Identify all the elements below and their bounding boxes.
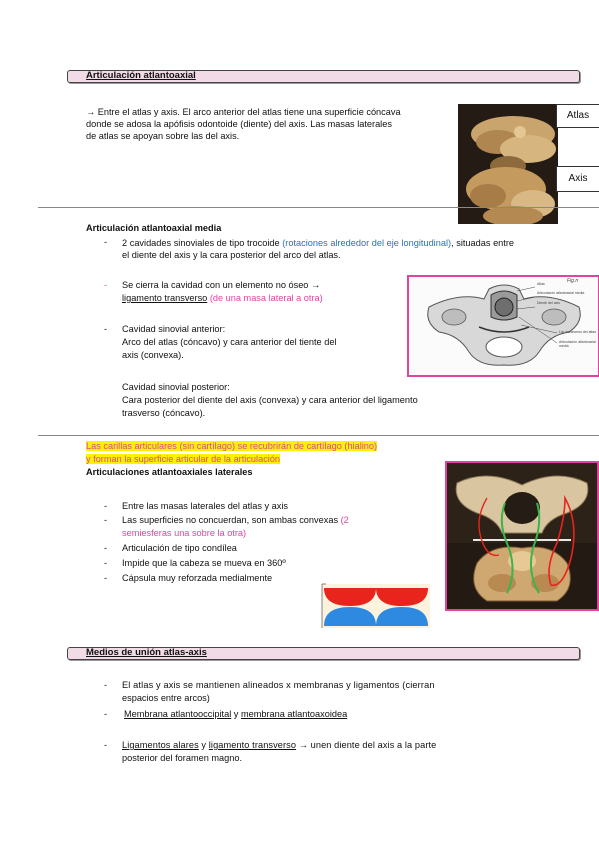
diagram-corner-label: Fig.n [567,278,579,284]
lateral-joints-photo [445,461,599,611]
list-item-line2: semiesferas una sobre la otra) [122,528,247,538]
bullet-dash: - [104,543,108,553]
bullet-dash: - [104,324,108,334]
section-title: Articulación atlantoaxial [86,70,196,81]
list-item: Las superficies no concuerdan, son ambas convexas (2 [122,515,349,525]
cavity-posterior-title: Cavidad sinovial posterior: [122,382,230,392]
diagram-label: Articulación atlantoaxial media [537,291,585,295]
item-text-rest: , situadas entre el diente del axis y la cara posterior del arco del atlas. [122,238,515,260]
atlas-axis-photo [458,104,558,224]
cavity-anterior-line-1: Arco del atlas (cóncavo) y cara anterior del tiente del [122,337,337,347]
cavity-anterior-title: Cavidad sinovial anterior: [122,324,226,334]
bullet-dash: - [104,680,108,690]
divider [38,207,599,208]
list-item: Entre las masas laterales del atlas y axis [122,501,288,511]
diagram-label: Diente del axis [537,301,560,305]
item-text: Se cierra la cavidad con un elemento no óseo → [122,280,321,290]
bullet-dash: - [104,515,108,525]
intro-line-3: de atlas se apoyan sobre las del axis. [86,131,240,141]
list-item: Membrana atlantooccipital y membrana atlantoaxoidea [124,709,348,719]
section-title: Medios de unión atlas-axis [86,647,207,658]
highlight-line-2: y forman la superficie articular de la articulación [86,454,281,464]
item-note: (rotaciones alrededor del eje longitudinal) [282,238,452,248]
section-heading: Articulación atlantoaxial media [86,223,222,233]
highlight-line-1: Las carillas articulares (sin cartílago) se recubrirán de cartílago (hialino) [86,441,378,451]
diagram-label: Atlas [537,282,545,286]
cavity-anterior-line-2: axis (convexa). [122,350,184,360]
item-note: (de una masa lateral a otra) [207,293,323,303]
axis-label: Axis [556,166,599,192]
intro-line-1: → Entre el atlas y axis. El arco anterior del atlas tiene una superficie cóncava [86,107,401,117]
bullet-dash: - [104,558,108,568]
list-item: Ligamentos alares y ligamento transverso → unen diente del axis a la parte [122,740,437,750]
ligament-term: ligamento transverso [122,293,208,303]
bullet-dash: - [104,501,108,511]
list-item: Impide que la cabeza se mueva en 360º [122,558,286,568]
convex-surfaces-illustration [320,582,432,630]
list-item: Articulación de tipo condílea [122,543,237,553]
list-item [122,237,514,261]
cavity-posterior-line-2: trasverso (cóncavo). [122,408,206,418]
divider [38,435,599,436]
bullet-dash: - [104,709,108,719]
list-item: Cápsula muy reforzada medialmente [122,573,273,583]
atlas-diagram [407,275,599,377]
bullet-dash: - [104,237,108,247]
atlas-label: Atlas [556,104,599,128]
diagram-label: Articulación atlantoaxial media [559,340,596,348]
section-heading: Articulaciones atlantoaxiales laterales [86,467,253,477]
cavity-posterior-line-1: Cara posterior del diente del axis (convexa) y cara anterior del ligamento [122,395,418,405]
list-item: El atlas y axis se mantienen alineados x membranas y ligamentos (cierran [122,680,435,690]
list-item-line2: espacios entre arcos) [122,693,210,703]
list-item-line2: posterior del foramen magno. [122,753,243,763]
bullet-dash: - [104,573,108,583]
intro-line-2: donde se adosa la apófisis odontoide (diente) del axis. Las masas laterales [86,119,392,129]
bullet-dash: - [104,280,108,290]
list-item-line2 [122,293,323,303]
list-item [122,280,320,290]
diagram-label: Lig. transverso del atlas [559,330,596,334]
bullet-dash: - [104,740,108,750]
item-text: 2 cavidades sinoviales de tipo trocoide [122,238,283,248]
